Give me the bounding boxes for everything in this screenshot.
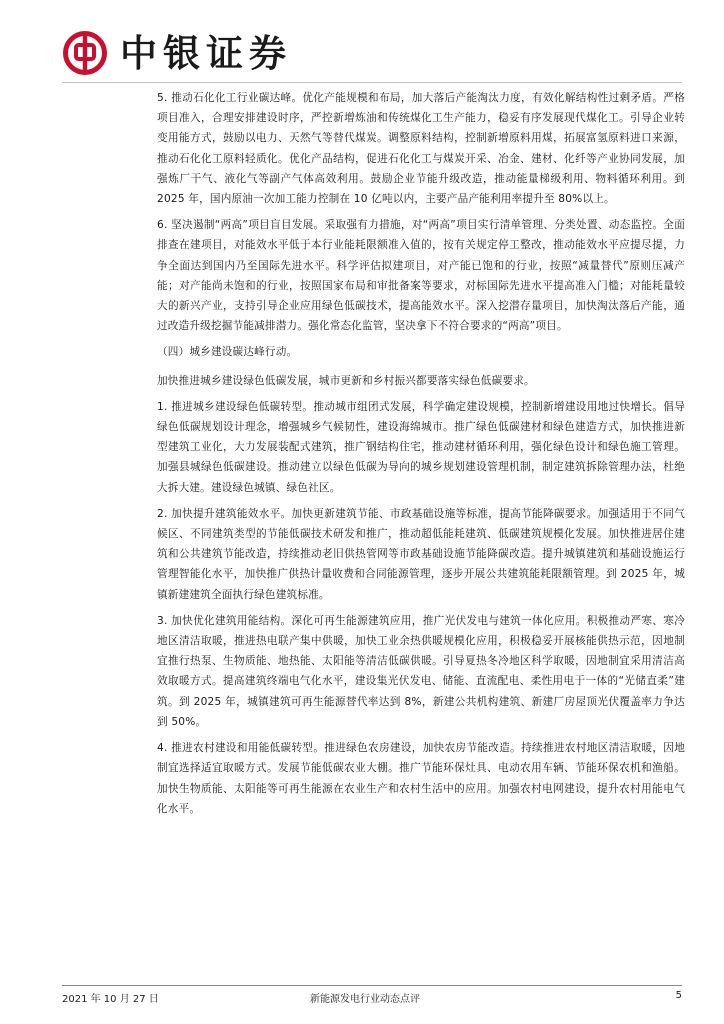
header-divider — [62, 82, 682, 83]
page-header — [62, 22, 682, 82]
footer-divider — [62, 985, 682, 986]
footer-date: 2021 年 10 月 27 日 — [62, 994, 159, 1005]
paragraph-building-energy-structure: 3. 加快优化建筑用能结构。深化可再生能源建筑应用，推广光伏发电与建筑一体化应用。积极推动严寒、寒冷地区清洁取暖，推进热电联产集中供暖，加快工业余热供暖规模化应用，积极稳妥开展核能供热示范，因地制宜推行热泵、生物质能、地热能、太阳能等清洁低碳供暖。引导夏热冬冷地区科学取暖，因地制宜采用清洁高效取暖方式。提高建筑终端电气化水平，建设集光伏发电、储能、直流配电、柔性用电于一体的“光储直柔”建筑。到 2025 年，城镇建筑可再生能源替代率达到 8%，新建公共机构建筑、新建厂房屋顶光伏覆盖率力争达到 50%。 — [157, 614, 685, 728]
page-number: 5 — [675, 990, 682, 1001]
paragraph-urban-rural-transition: 1. 推进城乡建设绿色低碳转型。推动城市组团式发展，科学确定建设规模，控制新增建设用地过快增长。倡导绿色低碳规划设计理念，增强城乡气候韧性，建设海绵城市。推广绿色低碳建材和绿色建造方式，加快推进新型建筑工业化，大力发展装配式建筑，推广钢结构住宅，推动建材循环利用，强化绿色设计和绿色施工管理。加强县城绿色低碳建设。推动建立以绿色低碳为导向的城乡规划建设管理机制，制定建筑拆除管理办法，杜绝大拆大建。建设绿色城镇、绿色社区。 — [157, 400, 685, 494]
section-heading-urban-rural: （四）城乡建设碳达峰行动。 — [157, 346, 298, 359]
paragraph-two-high-projects: 6. 坚决遏制“两高”项目盲目发展。采取强有力措施，对“两高”项目实行清单管理、分类处置、动态监控。全面排查在建项目，对能效水平低于本行业能耗限额准入值的，按有关规定停工整改，推动能效水平应提尽提，力争全面达到国内乃至国际先进水平。科学评估拟建项目，对产能已饱和的行业，按照“减量替代”原则压减产能；对产能尚未饱和的行业，按照国家布局和审批备案等要求，对标国际先进水平提高准入门槛；对能耗量较大的新兴产业，支持引导企业应用绿色低碳技术，提高能效水平。深入挖潜存量项目，加快淘汰落后产能，通过改造升级挖掘节能减排潜力。强化常态化监管，坚决拿下不符合要求的“两高”项目。 — [157, 219, 685, 333]
bank-of-china-logo-icon — [62, 30, 108, 76]
paragraph-rural-energy: 4. 推进农村建设和用能低碳转型。推进绿色农房建设，加快农房节能改造。持续推进农村地区清洁取暖，因地制宜选择适宜取暖方式。发展节能低碳农业大棚。推广节能环保灶具、电动农用车辆、节能环保农机和渔船。加快生物质能、太阳能等可再生能源在农业生产和农村生活中的应用。加强农村电网建设，提升农村用能电气化水平。 — [157, 742, 685, 815]
paragraph-intro: 加快推进城乡建设绿色低碳发展，城市更新和乡村振兴都要落实绿色低碳要求。 — [157, 374, 535, 387]
brand-name: 中银证券 — [120, 31, 292, 75]
footer-report-title: 新能源发电行业动态点评 — [310, 994, 420, 1005]
document-body — [157, 88, 685, 825]
paragraph-building-efficiency: 2. 加快提升建筑能效水平。加快更新建筑节能、市政基础设施等标准，提高节能降碳要求。加强适用于不同气候区、不同建筑类型的节能低碳技术研发和推广，推动超低能耗建筑、低碳建筑规模化发展。加快推进居住建筑和公共建筑节能改造，持续推动老旧供热管网等市政基础设施节能降碳改造。提升城镇建筑和基础设施运行管理智能化水平，加快推广供热计量收费和合同能源管理，逐步开展公共建筑能耗限额管理。到 2025 年，城镇新建建筑全面执行绿色建筑标准。 — [157, 507, 685, 601]
paragraph-petrochemical: 5. 推动石化化工行业碳达峰。优化产能规模和布局，加大落后产能淘汰力度，有效化解结构性过剩矛盾。严格项目准入，合理安排建设时序，严控新增炼油和传统煤化工生产能力，稳妥有序发展现代煤化工。引导企业转变用能方式，鼓励以电力、天然气等替代煤炭。调整原料结构，控制新增原料用煤，拓展富氢原料进口来源，推动石化化工原料轻质化。优化产品结构，促进石化化工与煤炭开采、冶金、建材、化纤等产业协同发展，加强炼厂干气、液化气等副产气体高效利用。鼓励企业节能升级改造，推动能量梯级利用、物料循环利用。到 2025 年，国内原油一次加工能力控制在 10 亿吨以内，主要产品产能利用率提升至 80%以上。 — [157, 92, 685, 206]
